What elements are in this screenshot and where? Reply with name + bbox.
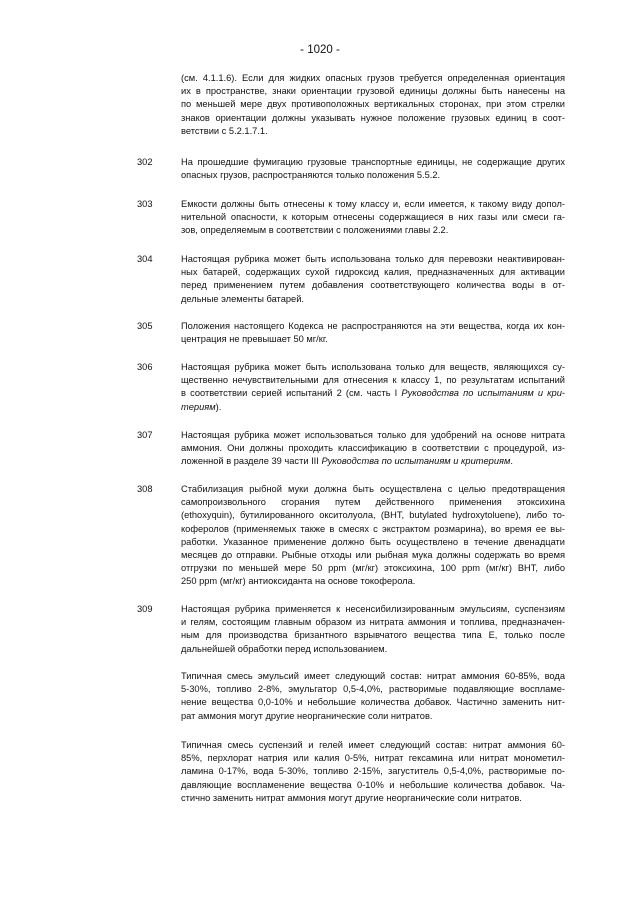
text-line: нительной опасности, к которым отнесены содержащиеся в них газы или смеси га- bbox=[181, 212, 565, 223]
text-line bbox=[181, 455, 565, 468]
text-line: 85%, перхлорат натрия или калия 0-5%, нитрат гексамина или нитрат монометил- bbox=[181, 753, 565, 764]
text-line: дальнейшей обработки перед использованием. bbox=[181, 643, 388, 654]
text-run: в соответствии серией испытаний 2 (см. часть I bbox=[181, 388, 402, 399]
text-line: ветствии с 5.2.1.7.1. bbox=[181, 125, 268, 136]
text-line bbox=[181, 401, 565, 414]
text-line: рат аммония могут другие неорганические соли нитратов. bbox=[181, 710, 433, 721]
intro-paragraph bbox=[181, 72, 565, 138]
provision-number: 309 bbox=[137, 604, 153, 614]
text-line: самопроизвольного сгорания путем действенного применения этоксихина bbox=[181, 497, 565, 508]
text-line: центрация не превышает 50 мг/кг. bbox=[181, 334, 328, 345]
text-line: Типичная смесь суспензий и гелей имеет следующий состав: нитрат аммония 60- bbox=[181, 740, 565, 750]
provision-text bbox=[181, 361, 565, 414]
provision-number: 304 bbox=[137, 254, 153, 264]
text-line: Типичная смесь эмульсий имеет следующий состав: нитрат аммония 60-85%, вода bbox=[181, 671, 565, 681]
text-line: 250 ppm (мг/кг) антиоксиданта на основе токоферола. bbox=[181, 576, 416, 587]
italic-reference: териям bbox=[181, 401, 216, 412]
text-run: ложенной в разделе 39 части III bbox=[181, 456, 322, 467]
text-line: перед применением путем добавления соответствующего количества воды в от- bbox=[181, 280, 565, 291]
provision-text bbox=[181, 483, 565, 589]
text-line: отгрузки по меньшей мере 50 ppm (мг/кг) этоксихина, 100 ppm (мг/кг) BHT, либо bbox=[181, 563, 565, 574]
text-line: ным для производства бризантного взрывчатого вещества типа Е, только после bbox=[181, 630, 565, 641]
text-line: и гелям, состоящим главным образом из нитрата аммония и топлива, предназначен- bbox=[181, 617, 565, 628]
text-line: щественно нечувствительными для отнесения к классу 1, по результатам испытаний bbox=[181, 375, 565, 386]
text-line: зов, определяемым в соответствии с положениями главы 2.2. bbox=[181, 225, 449, 236]
text-line: работки. Указанное применение должно быть осуществлено в течение двенадцати bbox=[181, 536, 565, 547]
text-line: ных батарей, содержащих сухой гидроксид калия, предназначенных для активации bbox=[181, 267, 565, 278]
text-line: Настоящая рубрика может использоваться только для удобрений на основе нитрата bbox=[181, 430, 565, 440]
text-line: опасных грузов, распространяются только положения 5.5.2. bbox=[181, 170, 441, 181]
provision-number: 305 bbox=[137, 321, 153, 331]
text-line: по меньшей мере двух противоположных вертикальных сторонах, при этом стрелки bbox=[181, 99, 565, 110]
provision-number: 306 bbox=[137, 362, 153, 372]
provision-number: 302 bbox=[137, 157, 153, 167]
text-line: Положения настоящего Кодекса не распространяются на эти вещества, когда их кон- bbox=[181, 321, 565, 331]
provision-text bbox=[181, 198, 565, 238]
provision-number: 307 bbox=[137, 430, 153, 440]
text-line: Емкости должны быть отнесены к тому классу и, если имеется, к такому виду допол- bbox=[181, 199, 565, 209]
text-line: стично заменить нитрат аммония могут другие неорганические соли нитратов. bbox=[181, 792, 522, 803]
text-line: знаков ориентации должны указывать нужное положение грузовых единиц в соот- bbox=[181, 112, 565, 123]
provision-text bbox=[181, 603, 565, 656]
text-line: (см. 4.1.1.6). Если для жидких опасных грузов требуется определенная ориентация bbox=[181, 73, 565, 83]
text-line: На прошедшие фумигацию грузовые транспортные единицы, не содержащие других bbox=[181, 157, 565, 167]
page-number: - 1020 - bbox=[300, 44, 340, 56]
provision-text bbox=[181, 253, 565, 306]
text-line: аммония. Они должны проходить классификацию в соответствии с процедурой, из- bbox=[181, 443, 565, 454]
text-line: Настоящая рубрика может быть использована только для перевозки неактивирован- bbox=[181, 254, 565, 264]
text-line: ламина 0-17%, вода 5-30%, топливо 2-15%, загуститель 0,5-4,0%, растворимые по- bbox=[181, 766, 565, 777]
text-line bbox=[181, 387, 565, 400]
provision-subparagraph bbox=[181, 739, 565, 805]
provision-text bbox=[181, 320, 565, 346]
italic-reference: Руководства по испытаниям и критериям bbox=[321, 456, 511, 467]
provision-number: 308 bbox=[137, 484, 153, 494]
text-run: ). bbox=[215, 401, 222, 412]
italic-reference: Руководства по испытаниям и кри- bbox=[401, 388, 565, 399]
provision-text bbox=[181, 429, 565, 469]
provision-text bbox=[181, 156, 565, 182]
text-line: их в пространстве, знаки ориентации грузовой единицы должны быть нанесены на bbox=[181, 86, 565, 97]
text-run: . bbox=[510, 456, 513, 467]
text-line: месяцев до отправки. Рыбные отходы или рыбная мука должны содержать во время bbox=[181, 550, 565, 561]
text-line: Стабилизация рыбной муки должна быть осуществлена с целью предотвращения bbox=[181, 484, 565, 494]
text-line: дельные элементы батарей. bbox=[181, 293, 304, 304]
text-line: Настоящая рубрика может быть использована только для веществ, являющихся су- bbox=[181, 362, 565, 372]
text-line: Настоящая рубрика применяется к несенсибилизированным эмульсиям, суспензиям bbox=[181, 604, 565, 614]
text-line: 5-30%, топливо 2-8%, эмульгатор 0,5-4,0%, растворимые подавляющие воспламе- bbox=[181, 684, 565, 695]
provision-number: 303 bbox=[137, 199, 153, 209]
text-line: коферолов (применяемых также в смесях с экстрактом розмарина), во время ее вы- bbox=[181, 523, 565, 534]
text-line: нение вещества 0,0-10% и небольшие количества добавок. Частично заменить нит- bbox=[181, 697, 565, 708]
text-line: давляющие воспламенение вещества 0-10% и небольшие количества добавок. Ча- bbox=[181, 779, 565, 790]
provision-subparagraph bbox=[181, 670, 565, 723]
text-line: (ethoxyquin), бутилированного окситолуола, (BHT, butylated hydroxytoluene), либо то- bbox=[181, 510, 565, 521]
